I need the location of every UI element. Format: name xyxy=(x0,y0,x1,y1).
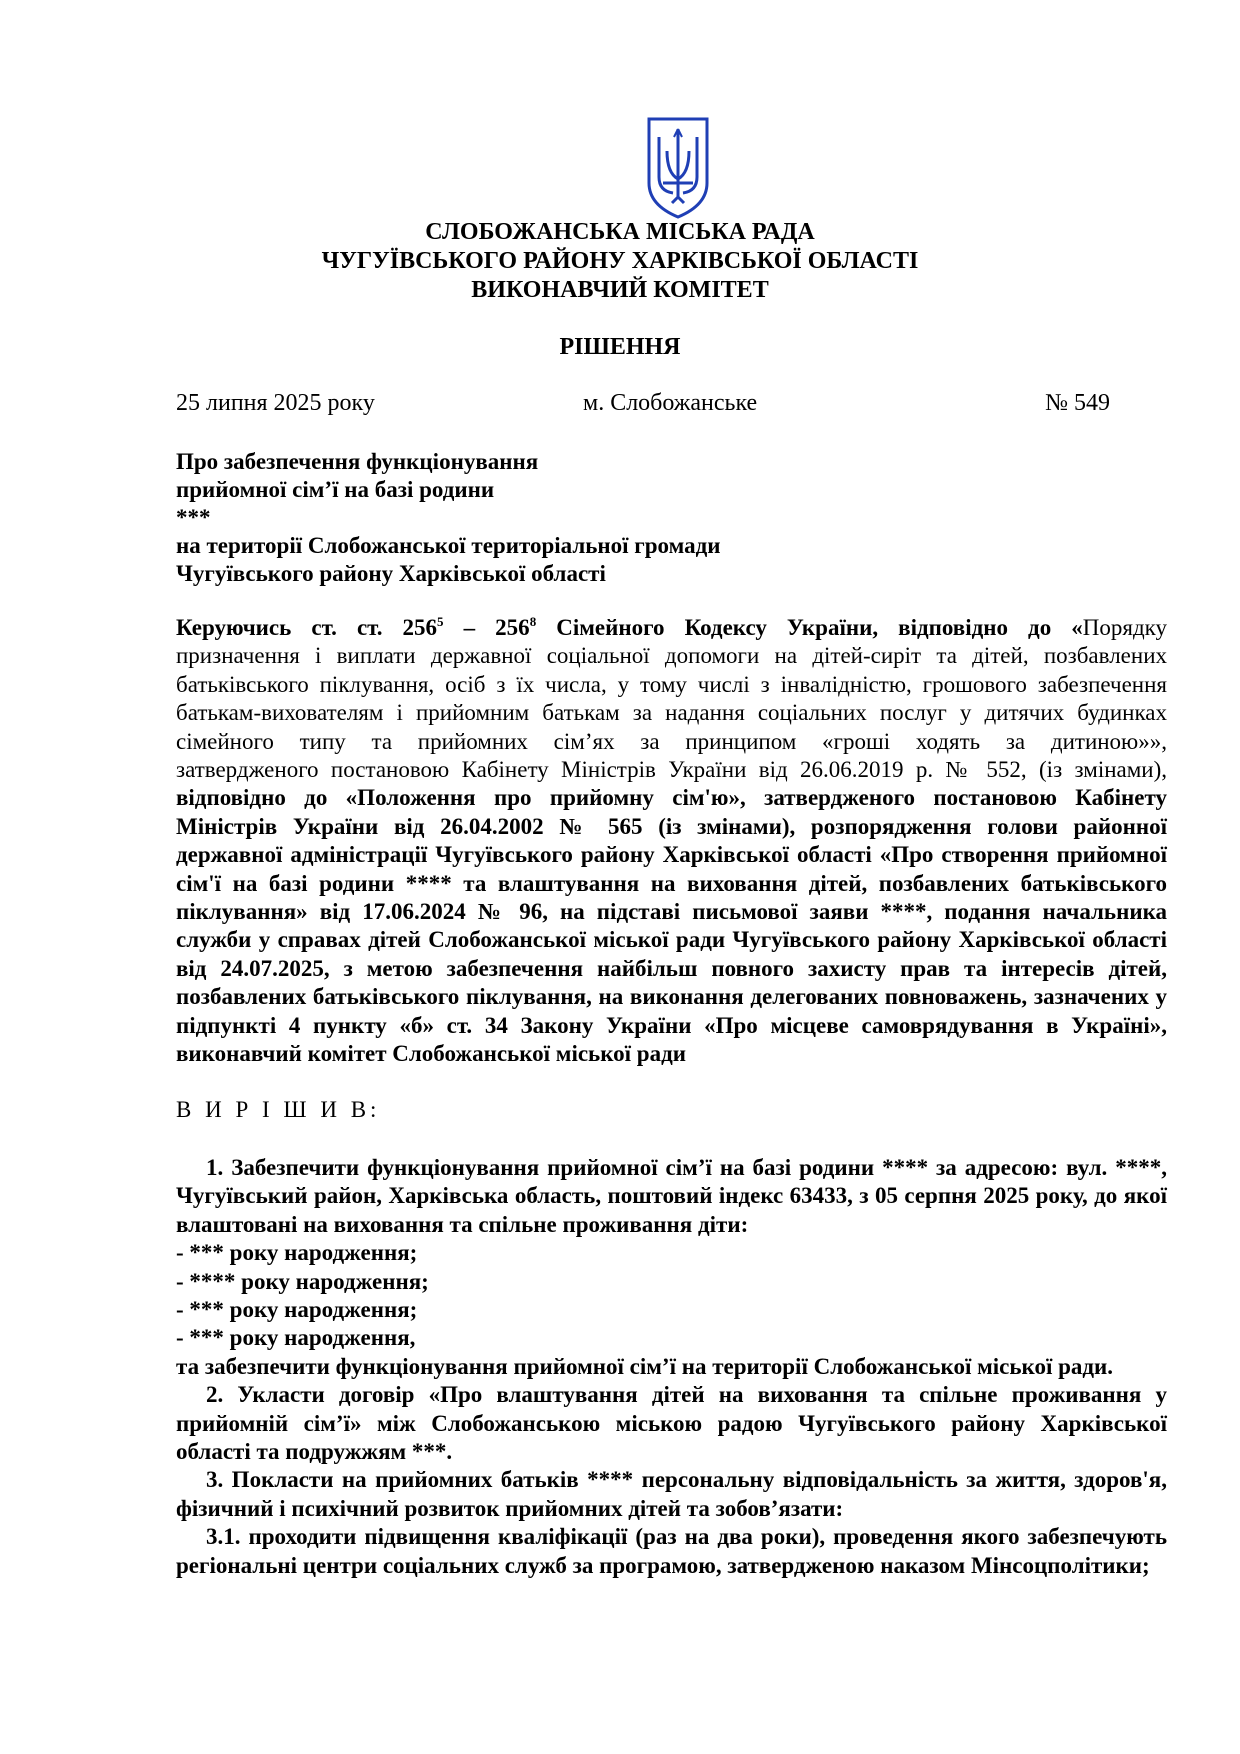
committee-name: ВИКОНАВЧИЙ КОМІТЕТ xyxy=(471,277,769,303)
subject-line: Чугуївського району Харківської області xyxy=(176,561,606,586)
preamble-line: відповідно до «Положення про прийомну сім'ю», затвердженого постановою Кабінету xyxy=(176,785,1167,811)
item-1-line: та забезпечити функціонування прийомної сім’ї на території Слобожанської міської ради. xyxy=(176,1353,1114,1379)
preamble-line: батькам-вихователям і прийомним батькам за надання соціальних послуг у дитячих будинках xyxy=(176,700,1167,726)
preamble-line: піклування» від 17.06.2024 № 96, на підставі письмової заяви ****, подання начальника xyxy=(176,899,1167,925)
preamble-line: підпункті 4 пункту «б» ст. 34 Закону України «Про місцеве самоврядування в Україні», xyxy=(176,1012,1167,1038)
subject-line: прийомної сім’ї на базі родини xyxy=(176,477,495,502)
item-3-1-line: 3.1. проходити підвищення кваліфікації (раз на два роки), проведення якого забезпечують xyxy=(206,1524,1167,1550)
trident-emblem-icon xyxy=(643,117,713,219)
item-1-line: 1. Забезпечити функціонування прийомної сім’ї на базі родини **** за адресою: вул. ****, xyxy=(206,1155,1167,1180)
subject-line: *** xyxy=(176,505,211,530)
council-name: СЛОБОЖАНСЬКА МІСЬКА РАДА xyxy=(425,219,815,245)
document-type: РІШЕННЯ xyxy=(559,334,681,360)
preamble-line: батьківського піклування, осіб з їх числа, у тому числі з інвалідністю, грошового забезпечення xyxy=(176,671,1167,697)
preamble-line: затвердженого постановою Кабінету Міністрів України від 26.06.2019 р. № 552, (із змінами), xyxy=(176,757,1167,783)
decision-subject xyxy=(176,448,720,588)
decision-number: № 549 xyxy=(1045,390,1110,416)
preamble-line: державної адміністрації Чугуївського району Харківської області «Про створення прийомної xyxy=(176,842,1167,868)
child-list-item: - **** року народження; xyxy=(176,1268,429,1294)
item-3-1-line: регіональні центри соціальних служб за програмою, затвердженою наказом Мінсоцполітики; xyxy=(176,1552,1150,1578)
item-2-line: 2. Укласти договір «Про влаштування дітей на виховання та спільне проживання у xyxy=(206,1382,1167,1408)
preamble-line: від 24.07.2025, з метою забезпечення найбільш повного захисту прав та інтересів дітей, xyxy=(176,955,1167,981)
item-1-line: влаштовані на виховання та спільне проживання діти: xyxy=(176,1211,749,1237)
subject-line: на території Слобожанської територіальної громади xyxy=(176,533,721,558)
child-list-item: - *** року народження; xyxy=(176,1240,418,1266)
preamble-line: позбавлених батьківського піклування, на виконання делегованих повноважень, зазначених у xyxy=(176,984,1167,1010)
subject-line: Про забезпечення функціонування xyxy=(176,449,539,474)
child-list-item: - *** року народження; xyxy=(176,1297,418,1323)
child-list-item: - *** року народження, xyxy=(176,1325,416,1351)
decision-place: м. Слобожанське xyxy=(583,390,758,416)
item-3-line: фізичний і психічний розвиток прийомних дітей та зобов’язати: xyxy=(176,1495,844,1521)
preamble-line: сімейного типу та прийомних сім’ях за принципом «гроші ходять за дитиною»», xyxy=(176,728,1167,754)
preamble-paragraph xyxy=(176,614,1167,1069)
preamble-line: Міністрів України від 26.04.2002 № 565 (із змінами), розпорядження голови районної xyxy=(176,813,1167,839)
preamble-line: виконавчий комітет Слобожанської міської ради xyxy=(176,1041,686,1067)
item-2-line: прийомній сім’ї» між Слобожанською міською радою Чугуївського району Харківської xyxy=(176,1410,1167,1436)
resolve-heading: В И Р І Ш И В: xyxy=(176,1097,381,1122)
item-2-line: області та подружжям ***. xyxy=(176,1439,453,1465)
preamble-line: призначення і виплати державної соціальної допомоги на дітей-сиріт та дітей, позбавлених xyxy=(176,643,1167,669)
district-name: ЧУГУЇВСЬКОГО РАЙОНУ ХАРКІВСЬКОЇ ОБЛАСТІ xyxy=(321,248,919,274)
preamble-line: Керуючись ст. ст. $256^5 - 256^8$ Сімейного Кодексу України, відповідно до «Порядку xyxy=(176,614,1168,640)
decision-date: 25 липня 2025 року xyxy=(176,390,375,416)
decision-items xyxy=(176,1154,1167,1580)
item-3-line: 3. Покласти на прийомних батьків **** персональну відповідальність за життя, здоров'я, xyxy=(206,1467,1167,1493)
preamble-line: служби у справах дітей Слобожанської міської ради Чугуївського району Харківської області xyxy=(176,927,1167,953)
preamble-line: сім'ї на базі родини **** та влаштування на виховання дітей, позбавлених батьківського xyxy=(176,870,1167,896)
item-1-line: Чугуївський район, Харківська область, поштовий індекс 63433, з 05 серпня 2025 року, до якої xyxy=(176,1183,1167,1209)
